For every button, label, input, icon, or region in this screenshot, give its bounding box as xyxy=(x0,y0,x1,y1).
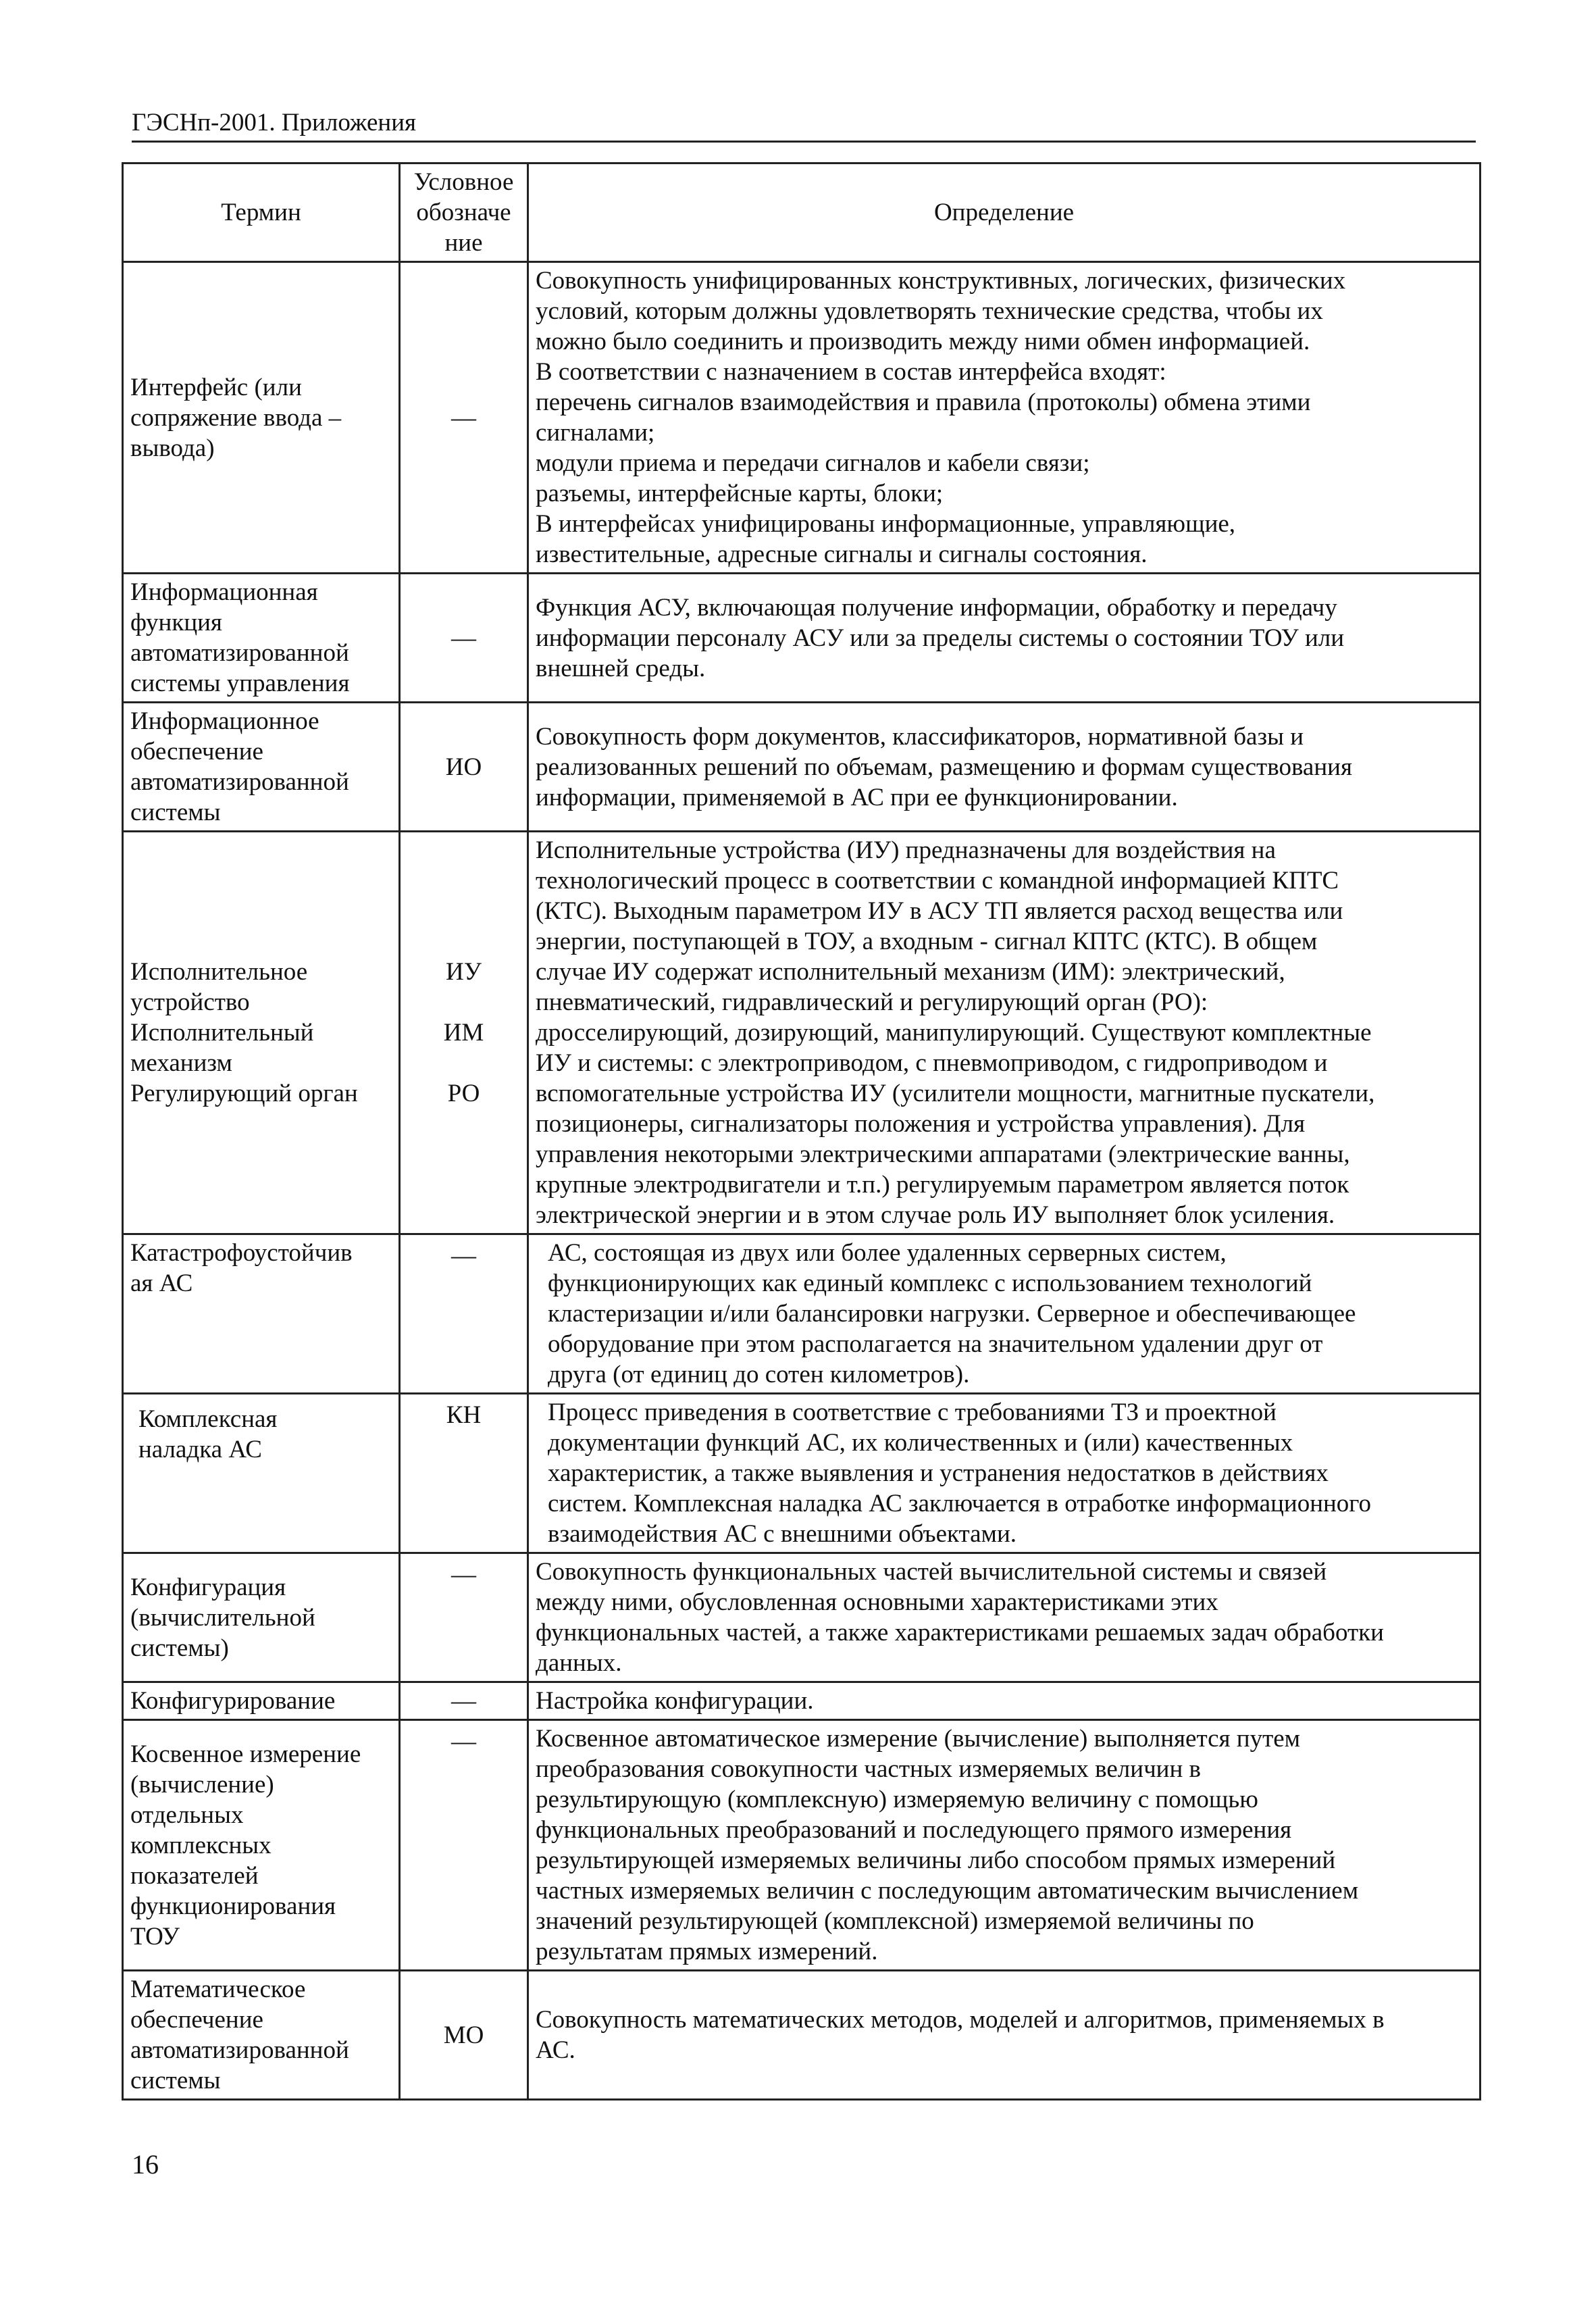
abbr-cell: — xyxy=(400,1553,528,1682)
table-row xyxy=(123,1720,1481,1971)
glossary-table xyxy=(122,162,1481,2101)
abbr-cell: ИО xyxy=(400,703,528,832)
definition-cell: Функция АСУ, включающая получение информации, обработку и передачу информации персоналу АСУ или за пределы системы о состоянии ТОУ или внешней среды. xyxy=(528,574,1481,703)
term-cell: Косвенное измерение (вычисление) отдельных комплексных показателей функционирования ТОУ xyxy=(123,1720,400,1971)
table-header-row xyxy=(123,164,1481,262)
definition-cell: Совокупность унифицированных конструктивных, логических, физических условий, которым должны удовлетворять технические средства, чтобы их можно было соединить и производить между ними обмен информацией. В соответствии с назначением в состав интерфейса входят: перечень сигналов взаимодействия и правила (протоколы) обмена этими сигналами; модули приема и передачи сигналов и кабели связи; разъемы, интерфейсные карты, блоки; В интерфейсах унифицированы информационные, управляющие, известительные, адресные сигналы и сигналы состояния. xyxy=(528,262,1481,574)
table-row xyxy=(123,262,1481,574)
abbr-cell: ИУ ИМ РО xyxy=(400,832,528,1234)
header-title: ГЭСНп-2001. Приложения xyxy=(132,109,417,136)
term-cell: Конфигурация (вычислительной системы) xyxy=(123,1553,400,1682)
definition-cell: Совокупность математических методов, моделей и алгоритмов, применяемых в АС. xyxy=(528,1971,1481,2100)
abbr-cell: — xyxy=(400,1720,528,1971)
table-row xyxy=(123,574,1481,703)
table-row xyxy=(123,1394,1481,1553)
column-header-term: Термин xyxy=(123,164,400,262)
table-row xyxy=(123,1234,1481,1394)
definition-cell: Косвенное автоматическое измерение (вычисление) выполняется путем преобразования совокупности частных измеряемых величин в результирующую (комплексную) измеряемую величину с помощью функциональных преобразований и последующего прямого измерения результирующей измеряемых величины либо способом прямых измерений частных измеряемых величин с последующим автоматическим вычислением значений результирующей (комплексной) измеряемой величины по результатам прямых измерений. xyxy=(528,1720,1481,1971)
table-row xyxy=(123,1682,1481,1720)
table-row xyxy=(123,703,1481,832)
page-number: 16 xyxy=(132,2149,159,2180)
abbr-cell: — xyxy=(400,262,528,574)
table-row xyxy=(123,832,1481,1234)
abbr-cell: — xyxy=(400,574,528,703)
definition-cell: Совокупность форм документов, классификаторов, нормативной базы и реализованных решений по объемам, размещению и формам существования информации, применяемой в АС при ее функционировании. xyxy=(528,703,1481,832)
abbr-cell: КН xyxy=(400,1394,528,1553)
term-cell: Информационная функция автоматизированной системы управления xyxy=(123,574,400,703)
definition-cell: Совокупность функциональных частей вычислительной системы и связей между ними, обусловленная основными характеристиками этих функциональных частей, а также характеристиками решаемых задач обработки данных. xyxy=(528,1553,1481,1682)
table-row xyxy=(123,1553,1481,1682)
term-cell: Катастрофоустойчив ая АС xyxy=(123,1234,400,1394)
table-row xyxy=(123,1971,1481,2100)
term-cell: Математическое обеспечение автоматизированной системы xyxy=(123,1971,400,2100)
column-header-abbr: Условное обозначе ние xyxy=(400,164,528,262)
term-cell: Конфигурирование xyxy=(123,1682,400,1720)
definition-cell: Настройка конфигурации. xyxy=(528,1682,1481,1720)
term-cell: Интерфейс (или сопряжение ввода – вывода) xyxy=(123,262,400,574)
term-cell: Исполнительное устройство Исполнительный механизм Регулирующий орган xyxy=(123,832,400,1234)
abbr-cell: — xyxy=(400,1234,528,1394)
page-header xyxy=(132,108,1476,143)
column-header-definition: Определение xyxy=(528,164,1481,262)
abbr-cell: — xyxy=(400,1682,528,1720)
definition-cell: Процесс приведения в соответствие с требованиями ТЗ и проектной документации функций АС, их количественных и (или) качественных характеристик, а также выявления и устранения недостатков в действиях систем. Комплексная наладка АС заключается в отработке информационного взаимодействия АС с внешними объектами. xyxy=(528,1394,1481,1553)
definition-cell: АС, состоящая из двух или более удаленных серверных систем, функционирующих как единый комплекс с использованием технологий кластеризации и/или балансировки нагрузки. Серверное и обеспечивающее оборудование при этом располагается на значительном удалении друг от друга (от единиц до сотен километров). xyxy=(528,1234,1481,1394)
abbr-cell: МО xyxy=(400,1971,528,2100)
term-cell: Комплексная наладка АС xyxy=(123,1394,400,1553)
term-cell: Информационное обеспечение автоматизированной системы xyxy=(123,703,400,832)
definition-cell: Исполнительные устройства (ИУ) предназначены для воздействия на технологический процесс в соответствии с командной информацией КПТС (КТС). Выходным параметром ИУ в АСУ ТП является расход вещества или энергии, поступающей в ТОУ, а входным - сигнал КПТС (КТС). В общем случае ИУ содержат исполнительный механизм (ИМ): электрический, пневматический, гидравлический и регулирующий орган (РО): дросселирующий, дозирующий, манипулирующий. Существуют комплектные ИУ и системы: с электроприводом, с пневмоприводом, с гидроприводом и вспомогательные устройства ИУ (усилители мощности, магнитные пускатели, позиционеры, сигнализаторы положения и устройства управления). Для управления некоторыми электрическими аппаратами (электрические ванны, крупные электродвигатели и т.п.) регулируемым параметром является поток электрической энергии и в этом случае роль ИУ выполняет блок усиления. xyxy=(528,832,1481,1234)
